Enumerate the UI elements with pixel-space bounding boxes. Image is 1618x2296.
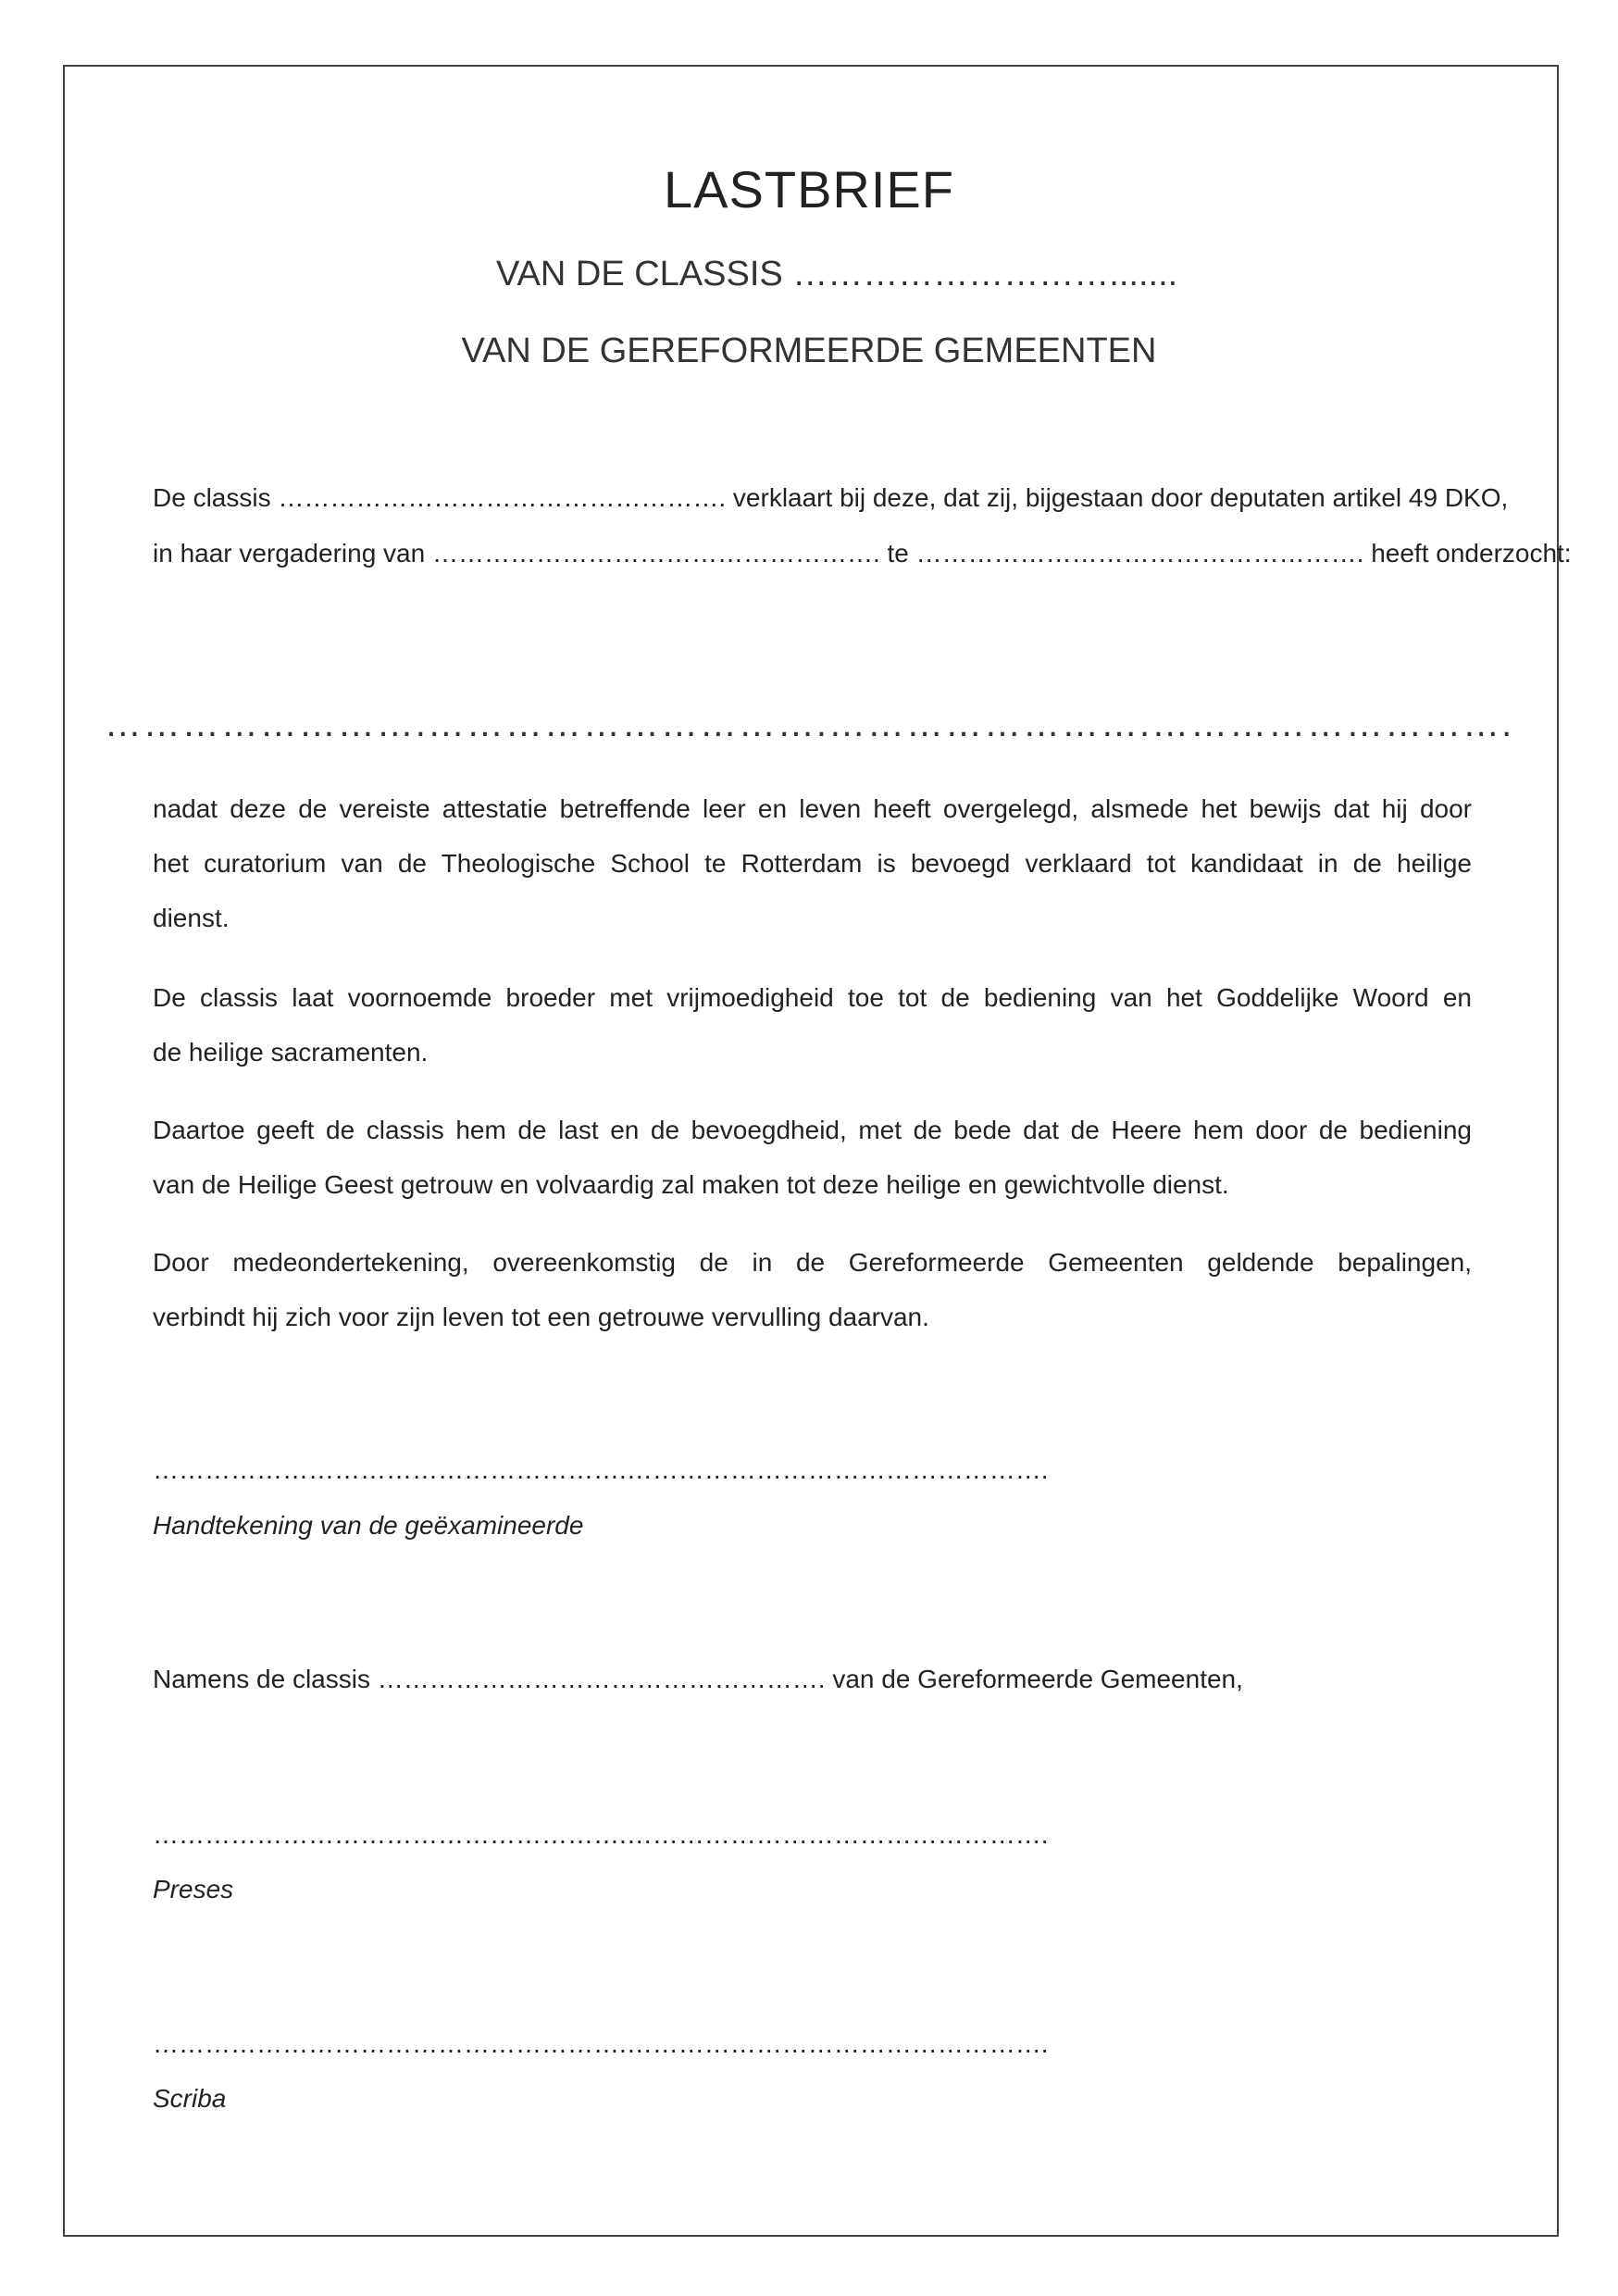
- para4-line-2: verbindt hij zich voor zijn leven tot een getrouwe vervulling daarvan.: [153, 1303, 929, 1331]
- para1-line-2: het curatorium van de Theologische School te Rotterdam is bevoegd verklaard tot kandidaat in de heilige: [153, 849, 1472, 878]
- subtitle-church: VAN DE GEREFORMEERDE GEMEENTEN: [461, 331, 1157, 370]
- signature-label-scriba: Scriba: [153, 2084, 227, 2113]
- on-behalf-line: Namens de classis ……………………………………………. van de Gereformeerde Gemeenten,: [153, 1665, 1243, 1693]
- document-title: LASTBRIEF: [664, 160, 954, 218]
- para1-line-3: dienst.: [153, 904, 230, 932]
- candidate-name-field: …………………….………………………….…………………….……………………….: [104, 704, 1514, 744]
- para4-line-1: Door medeondertekening, overeenkomstig de in de Gereformeerde Gemeenten geldende bepalingen,: [153, 1248, 1472, 1277]
- intro-line-1: De classis ……………………………………………. verklaart bij deze, dat zij, bijgestaan door deputaten artikel 49 DKO,: [153, 483, 1509, 512]
- signature-line-examinee: ……………………………………………….………………………………………….: [153, 1455, 1049, 1484]
- subtitle-classis: VAN DE CLASSIS ……………………….......: [496, 255, 1178, 293]
- signature-line-scriba: ……………………………………………….………………………………………….: [153, 2029, 1049, 2058]
- para1-line-1: nadat deze de vereiste attestatie betreffende leer en leven heeft overgelegd, alsmede het bewijs dat hij door: [153, 794, 1472, 823]
- para2-line-1: De classis laat voornoemde broeder met vrijmoedigheid toe tot de bediening van het Goddelijke Woord en: [153, 983, 1472, 1012]
- signature-line-preses: ……………………………………………….………………………………………….: [153, 1820, 1049, 1849]
- para3-line-1: Daartoe geeft de classis hem de last en de bevoegdheid, met de bede dat de Heere hem door de bediening: [153, 1116, 1472, 1144]
- signature-label-preses: Preses: [153, 1875, 234, 1903]
- para3-line-2: van de Heilige Geest getrouw en volvaardig zal maken tot deze heilige en gewichtvolle dienst.: [153, 1170, 1229, 1199]
- signature-label-examinee: Handtekening van de geëxamineerde: [153, 1511, 584, 1540]
- intro-line-2: in haar vergadering van ……………………………………………. te ……………………………………………. heeft onderzocht:: [153, 539, 1572, 568]
- para2-line-2: de heilige sacramenten.: [153, 1038, 429, 1067]
- page-border: [63, 65, 1559, 2237]
